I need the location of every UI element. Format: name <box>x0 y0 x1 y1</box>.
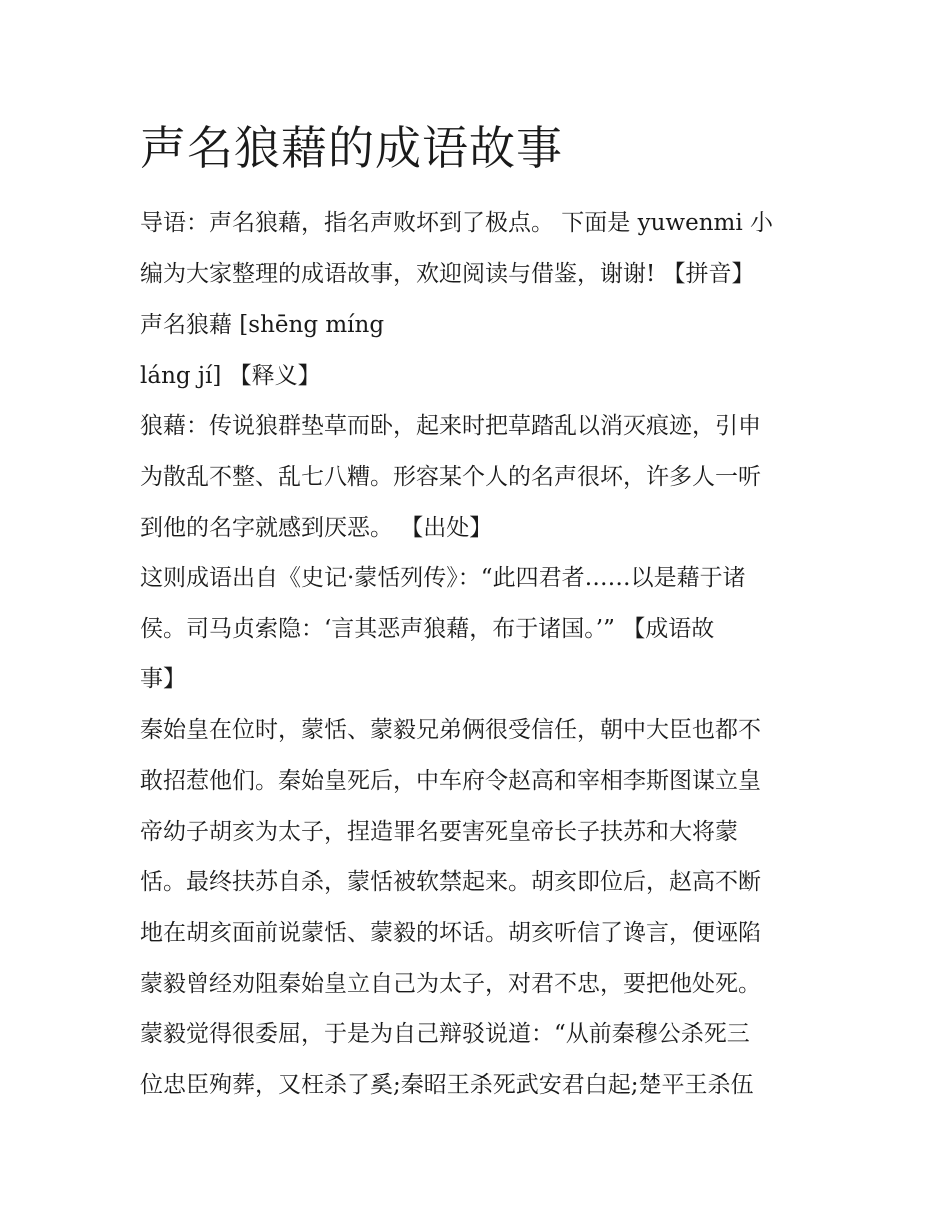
body-line: láng jí] 【释义】 <box>140 363 321 389</box>
body-line: 帝幼子胡亥为太子，捏造罪名要害死皇帝长子扶苏和大将蒙 <box>140 819 738 845</box>
body-line: 声名狼藉 [shēng míng <box>140 312 385 338</box>
body-line: 到他的名字就感到厌恶。 【出处】 <box>140 515 493 541</box>
body-line: 恬。最终扶苏自杀，蒙恬被软禁起来。胡亥即位后，赵高不断 <box>140 869 761 895</box>
body-line: 这则成语出自《史记·蒙恬列传》：“此四君者……以是藉于诸 <box>140 565 746 591</box>
body-line: 编为大家整理的成语故事，欢迎阅读与借鉴，谢谢! 【拼音】 <box>140 261 755 287</box>
body-line: 导语：声名狼藉，指名声败坏到了极点。 下面是 yuwenmi 小 <box>140 210 774 236</box>
body-line: 为散乱不整、乱七八糟。形容某个人的名声很坏，许多人一听 <box>140 464 761 490</box>
body-line: 位忠臣殉葬，又枉杀了奚;秦昭王杀死武安君白起;楚平王杀伍 <box>140 1072 754 1098</box>
body-line: 蒙毅觉得很委屈，于是为自己辩驳说道：“从前秦穆公杀死三 <box>140 1021 750 1047</box>
document-title: 声名狼藉的成语故事 <box>140 121 563 175</box>
body-line: 蒙毅曾经劝阻秦始皇立自己为太子，对君不忠，要把他处死。 <box>140 971 761 997</box>
body-line: 敢招惹他们。秦始皇死后，中车府令赵高和宰相李斯图谋立皇 <box>140 768 761 794</box>
body-line: 狼藉：传说狼群垫草而卧，起来时把草踏乱以消灭痕迹，引申 <box>140 413 761 439</box>
body-line: 秦始皇在位时，蒙恬、蒙毅兄弟俩很受信任，朝中大臣也都不 <box>140 717 761 743</box>
body-line: 事】 <box>140 666 186 692</box>
body-line: 地在胡亥面前说蒙恬、蒙毅的坏话。胡亥听信了谗言，便诬陷 <box>140 920 761 946</box>
body-line: 侯。司马贞索隐：‘言其恶声狼藉，布于诸国。’” 【成语故 <box>140 616 715 642</box>
